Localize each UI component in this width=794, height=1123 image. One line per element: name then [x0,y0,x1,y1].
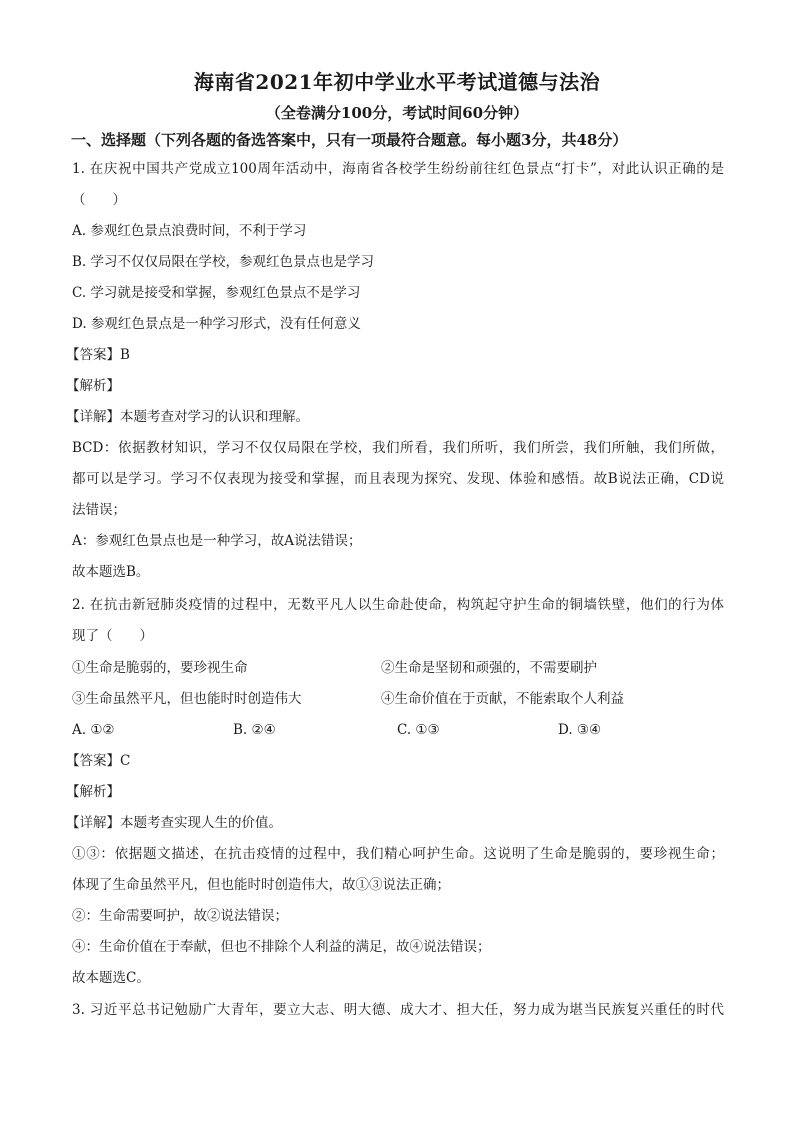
exam-info: （全卷满分100分，考试时间60分钟） [265,104,529,122]
q2-statement-4: ④生命价值在于贡献，不能索取个人利益 [381,691,624,707]
q2-explain-line3: ②：生命需要呵护，故②说法错误； [72,908,288,924]
q3-stem-line1: 3. 习近平总书记勉励广大青年，要立大志、明大德、成大才、担大任，努力成为堪当民族复兴重任的时代 [72,1002,724,1018]
q2-conclusion: 故本题选C。 [72,970,150,986]
q2-choice-c: C. ①③ [397,722,440,738]
q1-option-a: A. 参观红色景点浪费时间，不利于学习 [72,223,307,239]
q2-analysis-label: 【解析】 [66,784,120,800]
q1-option-d: D. 参观红色景点是一种学习形式，没有任何意义 [72,316,361,332]
q2-explain-line1: ①③：依据题文描述，在抗击疫情的过程中，我们精心呵护生命。这说明了生命是脆弱的，要珍视生命； [72,846,724,862]
q1-explain-line4: A：参观红色景点也是一种学习，故A说法错误； [72,533,362,549]
q2-statement-2: ②生命是坚韧和顽强的，不需要刷护 [381,660,597,676]
q1-answer: 【答案】B [66,347,130,363]
section-heading: 一、选择题（下列各题的备选答案中，只有一项最符合题意。每小题3分，共48分） [71,131,628,149]
q1-option-b: B. 学习不仅仅局限在学校，参观红色景点也是学习 [72,254,375,270]
q1-explain-line1: BCD：依据教材知识，学习不仅仅局限在学校，我们所看，我们所听，我们所尝，我们所触，我们所做， [72,440,724,456]
q2-explain-line4: ④：生命价值在于奉献，但也不排除个人利益的满足，故④说法错误； [72,939,491,955]
q2-choice-a: A. ①② [72,722,115,738]
q2-statement-3: ③生命虽然平凡，但也能时时创造伟大 [72,691,302,707]
q1-explain-line2: 都可以是学习。学习不仅表现为接受和掌握，而且表现为探究、发现、体验和感悟。故B说法正确，CD说 [72,471,724,487]
q1-stem-line1: 1. 在庆祝中国共产党成立100周年活动中，海南省各校学生纷纷前往红色景点“打卡”，对此认识正确的是 [72,161,724,177]
q1-explain-line3: 法错误； [72,502,126,518]
q2-choice-b: B. ②④ [233,722,276,738]
q1-detail: 【详解】本题考查对学习的认识和理解。 [66,409,309,425]
q2-choice-d: D. ③④ [558,722,602,738]
q2-statement-1: ①生命是脆弱的，要珍视生命 [72,660,248,676]
q2-stem-line1: 2. 在抗击新冠肺炎疫情的过程中，无数平凡人以生命赴使命，构筑起守护生命的铜墙铁壁，他们的行为体 [72,597,724,613]
q1-analysis-label: 【解析】 [66,378,120,394]
q2-detail: 【详解】本题考查实现人生的价值。 [66,815,282,831]
q1-stem-line2: （ ） [72,192,126,208]
q2-explain-line2: 体现了生命虽然平凡，但也能时时创造伟大，故①③说法正确； [72,877,450,893]
q1-option-c: C. 学习就是接受和掌握，参观红色景点不是学习 [72,285,361,301]
q1-conclusion: 故本题选B。 [72,564,150,580]
page-title: 海南省2021年初中学业水平考试道德与法治 [193,70,601,94]
q2-stem-line2: 现了（ ） [72,628,153,644]
q2-answer: 【答案】C [66,753,131,769]
